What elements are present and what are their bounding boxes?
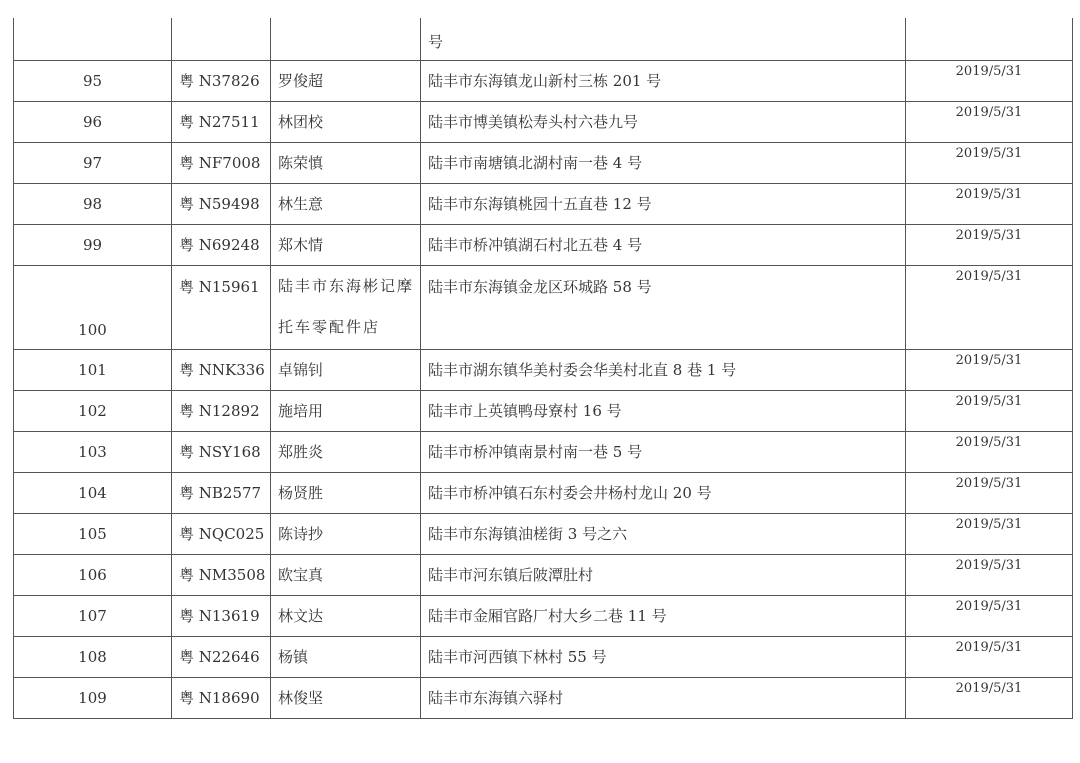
cell-plate: 粤 N27511 bbox=[172, 101, 271, 142]
cell-address: 陆丰市南塘镇北湖村南一巷 4 号 bbox=[421, 142, 906, 183]
vehicle-records-table bbox=[13, 18, 1073, 719]
cell-plate: 粤 N18690 bbox=[172, 677, 271, 718]
cell-owner-text: 陆丰市东海彬记摩托车零配件店 bbox=[278, 276, 415, 336]
cell-no: 95 bbox=[14, 60, 172, 101]
cell-owner: 郑木情 bbox=[271, 224, 421, 265]
cell-address: 陆丰市东海镇金龙区环城路 58 号 bbox=[421, 265, 906, 349]
table-row bbox=[14, 472, 1073, 513]
table-row-continuation bbox=[14, 18, 1073, 60]
table-row bbox=[14, 431, 1073, 472]
cell-address: 陆丰市河西镇下林村 55 号 bbox=[421, 636, 906, 677]
table-row bbox=[14, 60, 1073, 101]
cell-owner: 卓锦钊 bbox=[271, 349, 421, 390]
table-row bbox=[14, 224, 1073, 265]
cell-plate: 粤 NF7008 bbox=[172, 142, 271, 183]
cell-date: 2019/5/31 bbox=[906, 636, 1073, 677]
table-row bbox=[14, 101, 1073, 142]
table-row bbox=[14, 554, 1073, 595]
cell-owner: 罗俊超 bbox=[271, 60, 421, 101]
cell-date: 2019/5/31 bbox=[906, 60, 1073, 101]
cell-owner: 欧宝真 bbox=[271, 554, 421, 595]
cell-owner bbox=[271, 18, 421, 60]
cell-owner: 施培用 bbox=[271, 390, 421, 431]
table-row bbox=[14, 142, 1073, 183]
cell-owner: 郑胜炎 bbox=[271, 431, 421, 472]
cell-date: 2019/5/31 bbox=[906, 349, 1073, 390]
cell-no: 109 bbox=[14, 677, 172, 718]
table-row bbox=[14, 513, 1073, 554]
cell-no: 98 bbox=[14, 183, 172, 224]
table-row bbox=[14, 636, 1073, 677]
cell-address: 陆丰市桥冲镇湖石村北五巷 4 号 bbox=[421, 224, 906, 265]
cell-date: 2019/5/31 bbox=[906, 513, 1073, 554]
cell-address: 陆丰市东海镇龙山新村三栋 201 号 bbox=[421, 60, 906, 101]
cell-owner: 杨镇 bbox=[271, 636, 421, 677]
cell-no: 102 bbox=[14, 390, 172, 431]
table-row bbox=[14, 595, 1073, 636]
cell-plate: 粤 N69248 bbox=[172, 224, 271, 265]
cell-plate: 粤 N59498 bbox=[172, 183, 271, 224]
cell-date: 2019/5/31 bbox=[906, 101, 1073, 142]
cell-no: 96 bbox=[14, 101, 172, 142]
cell-address: 陆丰市桥冲镇南景村南一巷 5 号 bbox=[421, 431, 906, 472]
cell-date: 2019/5/31 bbox=[906, 224, 1073, 265]
cell-owner: 林生意 bbox=[271, 183, 421, 224]
cell-owner: 林俊坚 bbox=[271, 677, 421, 718]
cell-date bbox=[906, 18, 1073, 60]
cell-plate: 粤 N12892 bbox=[172, 390, 271, 431]
cell-address: 陆丰市东海镇六驿村 bbox=[421, 677, 906, 718]
cell-plate: 粤 N15961 bbox=[172, 265, 271, 349]
cell-no: 97 bbox=[14, 142, 172, 183]
cell-date: 2019/5/31 bbox=[906, 431, 1073, 472]
cell-plate: 粤 NM3508 bbox=[172, 554, 271, 595]
cell-no: 107 bbox=[14, 595, 172, 636]
cell-plate: 粤 N13619 bbox=[172, 595, 271, 636]
cell-address: 陆丰市东海镇油槎街 3 号之六 bbox=[421, 513, 906, 554]
cell-no: 103 bbox=[14, 431, 172, 472]
cell-plate: 粤 N22646 bbox=[172, 636, 271, 677]
cell-owner: 林团校 bbox=[271, 101, 421, 142]
cell-no: 99 bbox=[14, 224, 172, 265]
cell-plate: 粤 N37826 bbox=[172, 60, 271, 101]
cell-owner: 陈荣慎 bbox=[271, 142, 421, 183]
table-row bbox=[14, 390, 1073, 431]
cell-address: 陆丰市湖东镇华美村委会华美村北直 8 巷 1 号 bbox=[421, 349, 906, 390]
cell-no: 101 bbox=[14, 349, 172, 390]
cell-date: 2019/5/31 bbox=[906, 390, 1073, 431]
cell-address: 陆丰市上英镇鸭母寮村 16 号 bbox=[421, 390, 906, 431]
cell-no: 100 bbox=[14, 265, 172, 349]
cell-plate: 粤 NNK336 bbox=[172, 349, 271, 390]
cell-plate: 粤 NQC025 bbox=[172, 513, 271, 554]
cell-address: 陆丰市河东镇后陂潭肚村 bbox=[421, 554, 906, 595]
cell-no: 104 bbox=[14, 472, 172, 513]
cell-address: 陆丰市金厢官路厂村大乡二巷 11 号 bbox=[421, 595, 906, 636]
cell-address: 号 bbox=[421, 18, 906, 60]
cell-date: 2019/5/31 bbox=[906, 677, 1073, 718]
cell-owner bbox=[271, 265, 421, 349]
cell-date: 2019/5/31 bbox=[906, 595, 1073, 636]
cell-address: 陆丰市博美镇松寿头村六巷九号 bbox=[421, 101, 906, 142]
cell-no: 105 bbox=[14, 513, 172, 554]
cell-address: 陆丰市桥冲镇石东村委会井杨村龙山 20 号 bbox=[421, 472, 906, 513]
cell-owner: 陈诗抄 bbox=[271, 513, 421, 554]
cell-plate: 粤 NSY168 bbox=[172, 431, 271, 472]
cell-date: 2019/5/31 bbox=[906, 183, 1073, 224]
cell-date: 2019/5/31 bbox=[906, 472, 1073, 513]
table-row bbox=[14, 349, 1073, 390]
cell-owner: 杨贤胜 bbox=[271, 472, 421, 513]
table-row bbox=[14, 183, 1073, 224]
cell-no: 108 bbox=[14, 636, 172, 677]
cell-no bbox=[14, 18, 172, 60]
table-row bbox=[14, 677, 1073, 718]
cell-no: 106 bbox=[14, 554, 172, 595]
cell-address: 陆丰市东海镇桃园十五直巷 12 号 bbox=[421, 183, 906, 224]
cell-date: 2019/5/31 bbox=[906, 554, 1073, 595]
cell-plate: 粤 NB2577 bbox=[172, 472, 271, 513]
cell-date: 2019/5/31 bbox=[906, 265, 1073, 349]
table-row bbox=[14, 265, 1073, 349]
cell-plate bbox=[172, 18, 271, 60]
cell-owner: 林文达 bbox=[271, 595, 421, 636]
cell-date: 2019/5/31 bbox=[906, 142, 1073, 183]
